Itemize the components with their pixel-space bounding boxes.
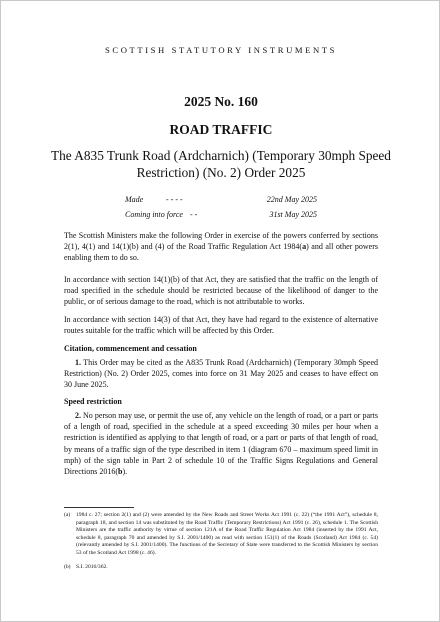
footnote-a (64, 512, 378, 557)
article-2-number: 2. (75, 411, 81, 420)
footnote-a-mark: (a) (64, 512, 71, 518)
instrument-number: 2025 No. 160 (184, 94, 258, 109)
preamble-enacting-paragraph (64, 230, 378, 264)
made-date: 22nd May 2025 (266, 195, 317, 204)
made-dashes: - - - - (166, 195, 183, 204)
footnote-ref-b[interactable]: b (118, 467, 123, 477)
instrument-subject: ROAD TRAFFIC (169, 122, 273, 137)
footnote-a-text: 1984 c. 27; section 2(1) and (2) were amended by the New Roads and Street Works Act 1991 (c. 22) (“the 1991 Act”), schedule 8, paragraph 18, and section 14 was substituted by the Road Traffic (Temporary Restrictions) Act 1991 (c. 26), schedule 1. The Scottish Ministers are the traffic authority by virtue of section 121A of the Road Traffic Regulation Act 1984 (inserted by the 1991 Act, schedule 8, paragraph 70 and amended by S.I. 2001/1400) as read with section 151(1) of the Roads (Scotland) Act 1984 (c. 54) (relevantly amended by S.I. 2001/1400). The functions of the Secretary of State were transferred to the Scottish Ministers by section 53 of the Scotland Act 1998 (c. 46). (76, 512, 378, 556)
footnote-ref-a[interactable]: a (302, 242, 307, 252)
preamble-paragraph-danger: In accordance with section 14(1)(b) of that Act, they are satisfied that the traffic on the length of road specified in the schedule should be restricted because of the likelihood of danger to the public, or of serious damage to the road, which is not attributable to works. (64, 275, 378, 307)
preamble-paragraph-alternative-routes: In accordance with section 14(3) of that Act, they have had regard to the existence of alternative routes suitable for the traffic which will be affected by this Order. (64, 315, 378, 336)
article-2 (64, 410, 378, 477)
article-2-text: No person may use, or permit the use of, any vehicle on the length of road, or a part or parts of a length of road, specified in the schedule at a speed exceeding 30 miles per hour when a restriction is identified as applying to that length of road, or a part or parts of that length of road, by means of a traffic sign of the type described in item 1 (diagram 670 – maximum speed limit in mph) of the sign table in Part 2 of schedule 10 of the Traffic Signs Regulations and General Directions 2016( (64, 411, 378, 477)
footnote-divider (64, 507, 134, 508)
coming-into-force-dashes: - - (190, 210, 198, 219)
footnote-b-text: S.I. 2016/362. (76, 564, 108, 570)
footnote-b (64, 564, 378, 572)
article-1-text: This Order may be cited as the A835 Trunk Road (Ardcharnich) (Temporary 30mph Speed Restriction) (No. 2) Order 2025, comes into force on 31 May 2025 and ceases to have effect on 30 June 2025. (64, 358, 378, 390)
instrument-series: SCOTTISH STATUTORY INSTRUMENTS (104, 45, 337, 55)
preamble-text-after: ) and all other powers enabling them to do so. (64, 242, 378, 263)
coming-into-force-label: Coming into force (125, 210, 183, 219)
footnote-b-mark: (b) (64, 564, 71, 570)
preamble-text-before: The Scottish Ministers make the following Order in exercise of the powers conferred by sections 2(1), 4(1) and 14(1)(b) and (4) of the Road Traffic Regulation Act 1984( (64, 231, 378, 252)
made-label: Made (125, 195, 144, 204)
article-1-number: 1. (75, 358, 81, 367)
article-2-text-end: ). (122, 467, 128, 477)
section-heading-speed-restriction: Speed restriction (64, 397, 122, 406)
section-heading-citation: Citation, commencement and cessation (64, 344, 197, 353)
coming-into-force-date: 31st May 2025 (269, 210, 317, 219)
article-1 (64, 357, 378, 391)
instrument-title: The A835 Trunk Road (Ardcharnich) (Temporary 30mph Speed Restriction) (No. 2) Order 2025 (51, 148, 391, 180)
